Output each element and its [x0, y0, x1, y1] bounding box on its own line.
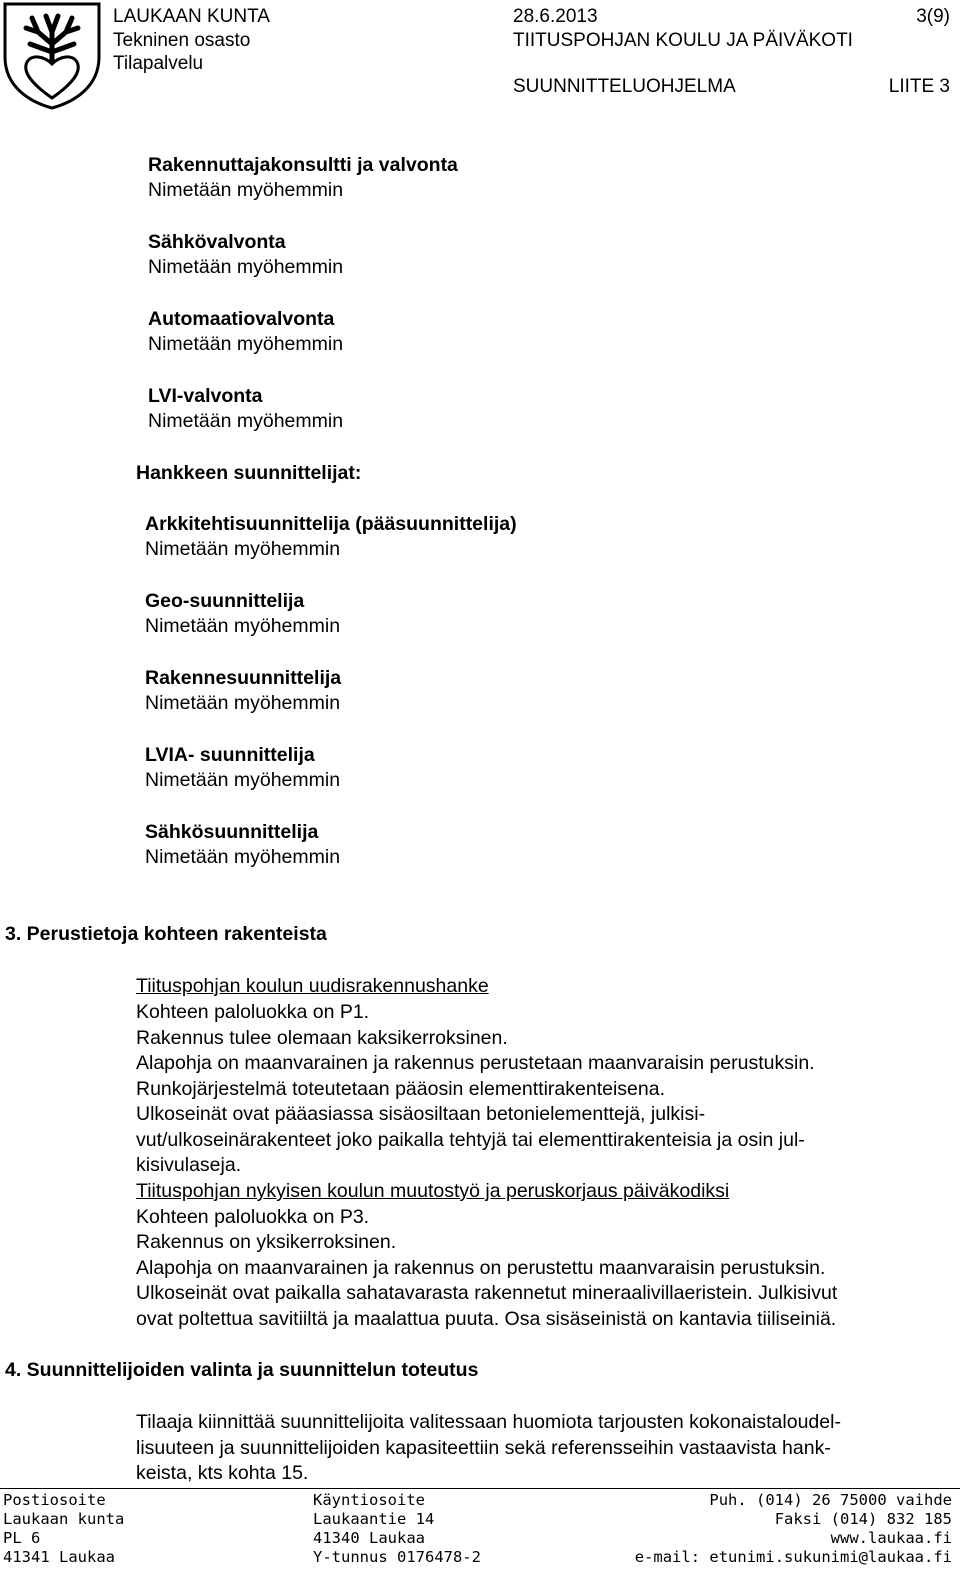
footer-postal-label: Postiosoite [3, 1491, 106, 1509]
designer-role: Rakennesuunnittelija [145, 667, 342, 689]
section-4-heading: 4. Suunnittelijoiden valinta ja suunnittelun toteutus [5, 1359, 479, 1381]
new-building-title: Tiituspohjan koulun uudisrakennushanke [136, 975, 489, 997]
designer-role: Geo-suunnittelija [145, 590, 305, 612]
supervision-name: Nimetään myöhemmin [148, 179, 344, 201]
header-department: Tekninen osasto [113, 30, 251, 51]
supervision-role: Automaatiovalvonta [148, 308, 335, 330]
new-building-line: Runkojärjestelmä toteutetaan pääosin elementtirakenteisena. [136, 1078, 665, 1100]
supervision-name: Nimetään myöhemmin [148, 333, 344, 355]
renovation-line: Rakennus on yksikerroksinen. [136, 1231, 397, 1253]
municipality-crest-icon [2, 2, 102, 110]
new-building-walls: vut/ulkoseinärakenteet joko paikalla tehtyjä tai elementtirakenteisia ja osin jul- [136, 1129, 805, 1151]
new-building-walls: kisivulaseja. [136, 1154, 242, 1176]
designers-heading: Hankkeen suunnittelijat: [136, 462, 362, 484]
new-building-line: Kohteen paloluokka on P1. [136, 1001, 370, 1023]
designer-role: Arkkitehtisuunnittelija (pääsuunnittelija) [145, 513, 517, 535]
designer-name: Nimetään myöhemmin [145, 615, 341, 637]
supervision-name: Nimetään myöhemmin [148, 410, 344, 432]
new-building-walls: Ulkoseinät ovat pääasiassa sisäosiltaan betonielementtejä, julkisi- [136, 1103, 706, 1125]
section-3-heading: 3. Perustietoja kohteen rakenteista [5, 923, 327, 945]
designer-name: Nimetään myöhemmin [145, 769, 341, 791]
renovation-line: Kohteen paloluokka on P3. [136, 1206, 370, 1228]
footer-website-link[interactable]: www.laukaa.fi [830, 1529, 952, 1547]
designer-name: Nimetään myöhemmin [145, 846, 341, 868]
footer-fax: Faksi (014) 832 185 [774, 1510, 952, 1528]
section-4-paragraph: keista, kts kohta 15. [136, 1462, 309, 1484]
renovation-walls: ovat poltettua savitiiltä ja maalattua puuta. Osa sisäseinistä on kantavia tiiliseiniä. [136, 1308, 837, 1330]
new-building-line: Rakennus tulee olemaan kaksikerroksinen. [136, 1027, 508, 1049]
header-date: 28.6.2013 [513, 6, 598, 27]
footer-visit-line: 41340 Laukaa [313, 1529, 425, 1547]
footer-divider [0, 1488, 960, 1489]
section-4-paragraph: lisuuteen ja suunnittelijoiden kapasiteettiin sekä referensseihin vastaavista hank- [136, 1437, 831, 1459]
designer-name: Nimetään myöhemmin [145, 538, 341, 560]
footer-postal-line: PL 6 [3, 1529, 41, 1547]
footer-visit-line: Laukaantie 14 [313, 1510, 435, 1528]
header-appendix: LIITE 3 [888, 76, 950, 97]
designer-name: Nimetään myöhemmin [145, 692, 341, 714]
new-building-line: Alapohja on maanvarainen ja rakennus perustetaan maanvaraisin perustuksin. [136, 1052, 815, 1074]
header-unit: Tilapalvelu [113, 53, 204, 74]
footer-postal-line: Laukaan kunta [3, 1510, 125, 1528]
supervision-role: Rakennuttajakonsultti ja valvonta [148, 154, 458, 176]
footer-email-link[interactable]: e-mail: etunimi.sukunimi@laukaa.fi [634, 1548, 952, 1566]
header-page-number: 3(9) [916, 6, 950, 27]
header-project: TIITUSPOHJAN KOULU JA PÄIVÄKOTI [513, 30, 853, 51]
section-4-paragraph: Tilaaja kiinnittää suunnittelijoita valitessaan huomiota tarjousten kokonaistaloudel- [136, 1411, 841, 1433]
footer-phone: Puh. (014) 26 75000 vaihde [709, 1491, 952, 1509]
designer-role: Sähkösuunnittelija [145, 821, 319, 843]
footer-visit-label: Käyntiosoite [313, 1491, 425, 1509]
supervision-name: Nimetään myöhemmin [148, 256, 344, 278]
footer-postal-line: 41341 Laukaa [3, 1548, 115, 1566]
renovation-title: Tiituspohjan nykyisen koulun muutostyö ja peruskorjaus päiväkodiksi [136, 1180, 730, 1202]
renovation-walls: Ulkoseinät ovat paikalla sahatavarasta rakennetut mineraalivillaeristein. Julkisivut [136, 1282, 838, 1304]
supervision-role: LVI-valvonta [148, 385, 263, 407]
header-org: LAUKAAN KUNTA [113, 6, 270, 27]
supervision-role: Sähkövalvonta [148, 231, 286, 253]
header-doc-type: SUUNNITTELUOHJELMA [513, 76, 736, 97]
designer-role: LVIA- suunnittelija [145, 744, 315, 766]
footer-business-id: Y-tunnus 0176478-2 [313, 1548, 481, 1566]
renovation-line: Alapohja on maanvarainen ja rakennus on perustettu maanvaraisin perustuksin. [136, 1257, 826, 1279]
